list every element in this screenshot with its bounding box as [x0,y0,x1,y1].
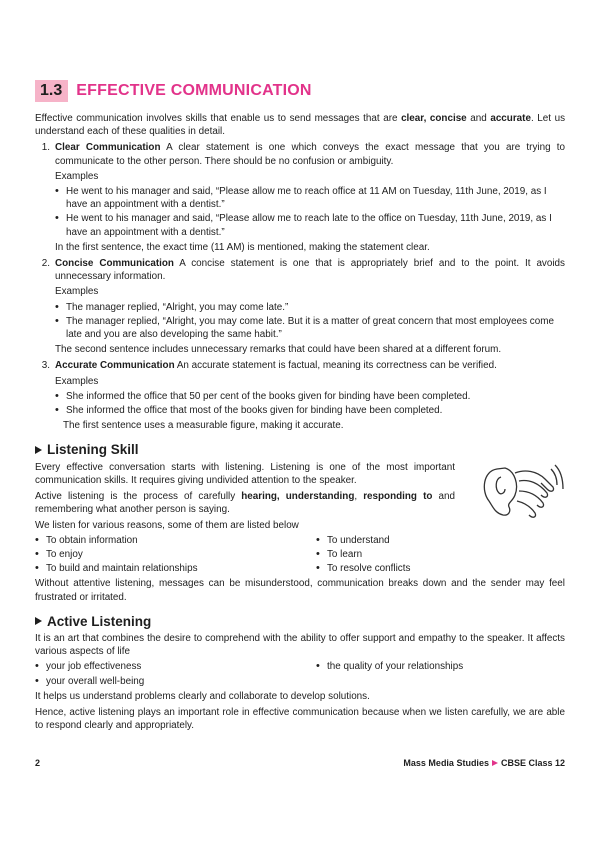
listening-paragraph: Every effective conversation starts with listening. Listening is one of the most important communication skills. It requires giving undivided attention to the speaker. [35,461,455,486]
example-item: • She informed the office that most of the books given for binding have been completed. [55,404,565,417]
item-note: The first sentence uses a measurable figure, making it accurate. [63,420,344,432]
reason-item: • To learn [316,548,565,561]
examples-label: Examples [55,375,99,387]
listening-skill-heading: Listening Skill [35,443,565,456]
page-footer [35,758,565,768]
item-term: Concise Communication [55,258,174,270]
listening-conclusion: Without attentive listening, messages can be misunderstood, communication breaks down and the sender may feel frustrated or irritated. [35,578,565,603]
example-item: • He went to his manager and said, “Please allow me to reach late to the office on Tuesday, 11th June, 2019, as I have an appointment with a dentist.” [55,212,565,238]
aspect-item: • your overall well-being [35,675,290,688]
quality-item [35,359,565,432]
aspect-item: • your job effectiveness [35,660,290,673]
intro-paragraph: Effective communication involves skills that enable us to send messages that are clear, concise and accurate. Let us understand each of these qualities in detail. [35,113,566,138]
item-number: 2. [41,258,50,270]
item-definition: A clear statement is one which conveys the exact message that you are trying to communicate to the other person. There should be no confusion or ambiguity. [55,142,565,167]
page-number: 2 [35,758,41,768]
active-listening-conclusion: Hence, active listening plays an important role in effective communication because when we listen carefully, we are able to respond clearly and appropriately. [35,706,565,732]
item-note: The second sentence includes unnecessary remarks that could have been shared at a different forum. [55,344,502,356]
triangle-bullet-icon [35,446,42,454]
example-item: • The manager replied, “Alright, you may come late.” [55,301,565,314]
active-listening-benefit: It helps us understand problems clearly and collaborate to develop solutions. [35,690,370,702]
triangle-bullet-icon [35,617,42,625]
example-item: • The manager replied, “Alright, you may come late. But it is a matter of great concern that most employees come late and you are also developing the same habit.” [55,315,565,341]
reason-item: • To build and maintain relationships [35,562,290,575]
examples-label: Examples [55,170,99,182]
reason-item: • To understand [316,534,565,547]
quality-item [35,141,565,254]
reason-item: • To resolve conflicts [316,562,565,575]
reason-item: • To obtain information [35,534,290,547]
example-item: • He went to his manager and said, “Please allow me to reach office at 11 AM on Tuesday, 11th June, 2019, as I have an appointment with a dentist.” [55,185,565,211]
ear-with-hand-icon [475,461,565,523]
item-term: Accurate Communication [55,360,175,372]
reasons-list [35,533,565,576]
reason-item: • To enjoy [35,548,290,561]
page-content [35,80,565,732]
class-label: CBSE Class 12 [500,758,565,768]
aspects-list [35,658,565,687]
item-number: 1. [41,142,50,154]
section-heading [35,80,565,102]
item-term: Clear Communication [55,142,161,154]
triangle-separator-icon [492,760,498,766]
active-listening-paragraph: It is an art that combines the desire to comprehend with the ability to offer support and empathy to the speaker. It affects various aspects of life [35,632,565,658]
aspect-item: • the quality of your relationships [316,660,565,673]
section-number: 1.3 [35,80,68,102]
item-number: 3. [41,360,50,372]
examples-label: Examples [55,286,99,298]
item-note: In the first sentence, the exact time (11 AM) is mentioned, making the statement clear. [55,241,430,253]
item-definition: A concise statement is one that is appropriately brief and to the point. It avoids unnecessary information. [55,258,565,283]
item-definition: An accurate statement is factual, meaning its correctness can be verified. [174,360,497,372]
book-title: Mass Media Studies [403,758,489,768]
example-item: • She informed the office that 50 per cent of the books given for binding have been completed. [55,390,565,403]
active-listening-definition: Active listening is the process of carefully hearing, understanding, responding to and remembering what another person is saying. [35,491,455,516]
reasons-intro: We listen for various reasons, some of them are listed below [35,520,299,532]
active-listening-heading: Active Listening [35,615,565,628]
quality-item [35,257,565,356]
section-title: EFFECTIVE COMMUNICATION [76,82,312,100]
